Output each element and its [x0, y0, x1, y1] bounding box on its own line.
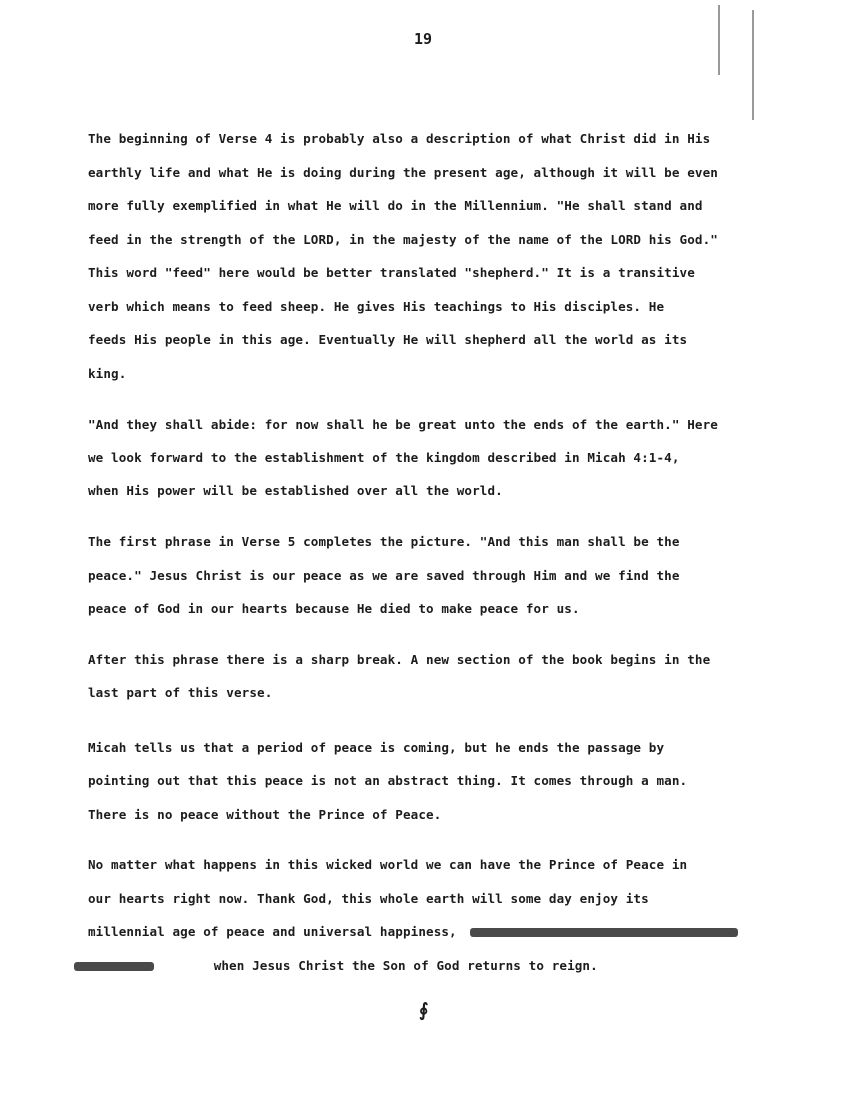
text-line: "And they shall abide: for now shall he be great unto the ends of the earth." Here — [88, 417, 718, 432]
text-line-content: millennial age of peace and universal happiness, — [88, 924, 457, 939]
text-line — [88, 924, 738, 940]
text-line: feeds His people in this age. Eventually He will shepherd all the world as its — [88, 332, 688, 347]
text-line: No matter what happens in this wicked world we can have the Prince of Peace in — [88, 857, 688, 872]
text-line: pointing out that this peace is not an abstract thing. It comes through a man. — [88, 773, 688, 788]
text-line: The beginning of Verse 4 is probably also a description of what Christ did in His — [88, 131, 711, 146]
text-line: we look forward to the establishment of the kingdom described in Micah 4:1-4, — [88, 450, 680, 465]
text-line: This word "feed" here would be better translated "shepherd." It is a transitive — [88, 265, 695, 280]
text-line: earthly life and what He is doing during the present age, although it will be even — [88, 165, 718, 180]
text-line-content: when Jesus Christ the Son of God returns to reign. — [213, 958, 598, 973]
text-line: peace." Jesus Christ is our peace as we are saved through Him and we find the — [88, 568, 680, 583]
text-line: when His power will be established over all the world. — [88, 483, 503, 498]
redacted-strike — [470, 928, 738, 937]
text-line: The first phrase in Verse 5 completes the picture. "And this man shall be the — [88, 534, 680, 549]
text-line: Micah tells us that a period of peace is coming, but he ends the passage by — [88, 740, 665, 755]
staple-mark — [718, 5, 720, 75]
page-number: 19 — [413, 30, 433, 48]
text-line: peace of God in our hearts because He died to make peace for us. — [88, 601, 580, 616]
text-line: verb which means to feed sheep. He gives His teachings to His disciples. He — [88, 299, 665, 314]
text-line: our hearts right now. Thank God, this whole earth will some day enjoy its — [88, 891, 649, 906]
text-line: last part of this verse. — [88, 685, 273, 700]
text-line: After this phrase there is a sharp break. A new section of the book begins in the — [88, 652, 711, 667]
text-line: more fully exemplified in what He will do in the Millennium. "He shall stand and — [88, 198, 703, 213]
text-line: There is no peace without the Prince of Peace. — [88, 807, 442, 822]
end-mark: ∮ — [419, 1000, 429, 1021]
text-line: king. — [88, 366, 127, 381]
text-line — [88, 958, 598, 974]
redacted-strike — [74, 962, 154, 971]
staple-mark — [752, 10, 754, 120]
text-line: feed in the strength of the LORD, in the majesty of the name of the LORD his God." — [88, 232, 718, 247]
